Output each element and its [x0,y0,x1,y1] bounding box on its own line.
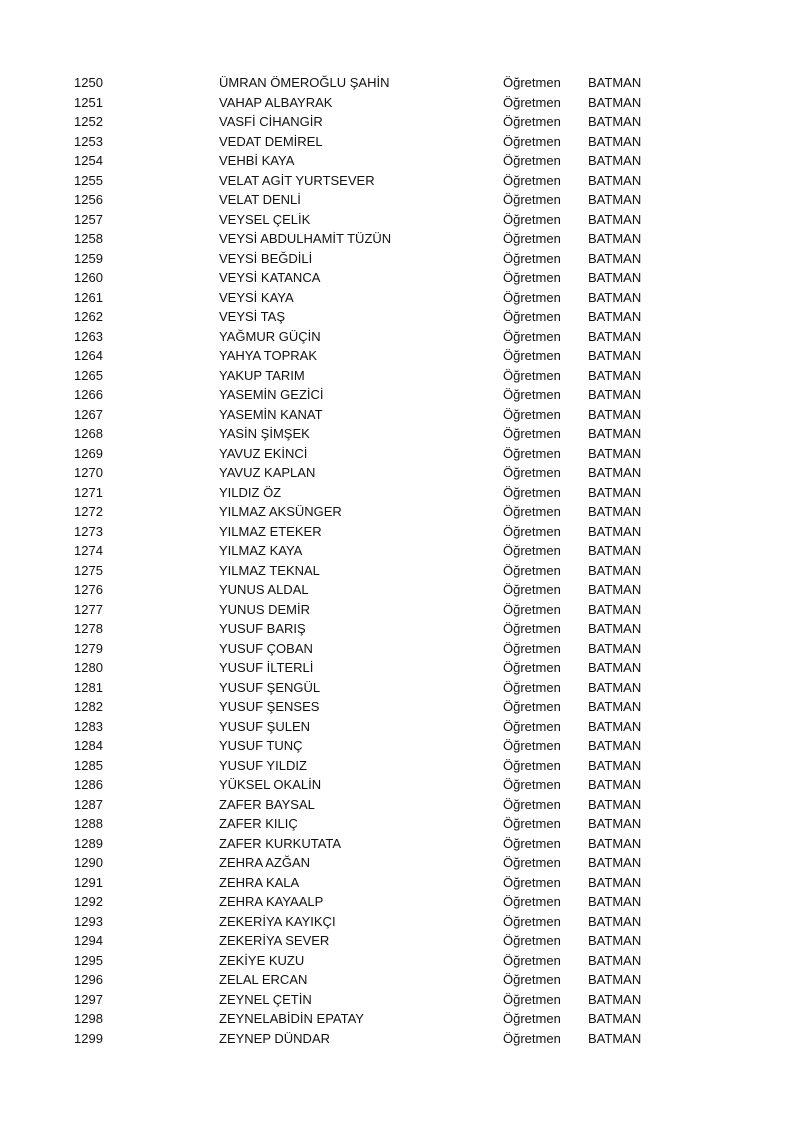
row-number: 1268 [74,426,103,441]
row-number: 1258 [74,231,103,246]
job-title: Öğretmen [503,289,561,305]
person-name: VAHAP ALBAYRAK [219,94,333,110]
person-name: VEYSİ BEĞDİLİ [219,250,313,266]
row-number: 1267 [74,406,103,422]
city-name: BATMAN [588,991,642,1007]
row-number: 1292 [74,894,103,909]
person-name: VEYSİ KAYA [219,289,294,305]
city-name: BATMAN [588,562,642,578]
list-row [0,132,800,152]
person-name: YAKUP TARIM [219,367,305,383]
row-number: 1272 [74,504,103,519]
person-name: ZAFER KURKUTATA [219,835,342,851]
list-row [0,366,800,386]
row-number: 1253 [74,133,103,149]
list-row [0,736,800,756]
list-row [0,814,800,834]
city-name: BATMAN [588,367,642,383]
job-title: Öğretmen [503,1011,561,1026]
city-name: BATMAN [588,777,642,792]
city-name: BATMAN [588,718,642,734]
row-number: 1266 [74,387,103,402]
person-name: YUSUF BARIŞ [219,621,306,636]
person-name: VELAT DENLİ [219,192,301,207]
city-name: BATMAN [588,796,642,812]
row-number: 1287 [74,796,103,812]
person-name: ÜMRAN ÖMEROĞLU ŞAHİN [219,75,390,90]
row-number: 1254 [74,153,103,168]
person-name: ZEYNEP DÜNDAR [219,1030,331,1046]
row-number: 1281 [74,679,103,695]
city-name: BATMAN [588,952,642,968]
row-number: 1250 [74,75,103,90]
list-row [0,561,800,581]
person-name: ZEKİYE KUZU [219,952,305,968]
row-number: 1291 [74,874,103,890]
list-row [0,249,800,269]
job-title: Öğretmen [503,933,561,948]
city-name: BATMAN [588,874,642,890]
list-row [0,346,800,366]
row-number: 1269 [74,445,103,461]
list-row [0,717,800,737]
city-name: BATMAN [588,835,642,851]
job-title: Öğretmen [503,367,561,383]
job-title: Öğretmen [503,348,561,363]
city-name: BATMAN [588,153,642,168]
list-row [0,541,800,561]
list-row [0,853,800,873]
job-title: Öğretmen [503,153,561,168]
person-name: YÜKSEL OKALİN [219,777,322,792]
row-number: 1299 [74,1030,103,1046]
row-number: 1271 [74,484,103,500]
job-title: Öğretmen [503,991,561,1007]
row-number: 1260 [74,270,103,285]
job-title: Öğretmen [503,913,561,929]
row-number: 1273 [74,523,103,539]
list-row [0,580,800,600]
job-title: Öğretmen [503,718,561,734]
job-title: Öğretmen [503,172,561,188]
row-number: 1264 [74,348,103,363]
city-name: BATMAN [588,601,642,617]
city-name: BATMAN [588,231,642,246]
row-number: 1259 [74,250,103,266]
list-row [0,795,800,815]
city-name: BATMAN [588,406,642,422]
list-row [0,151,800,171]
list-row [0,658,800,678]
job-title: Öğretmen [503,270,561,285]
city-name: BATMAN [588,543,642,558]
list-row [0,112,800,132]
person-name: VEYSEL ÇELİK [219,211,311,227]
job-title: Öğretmen [503,426,561,441]
job-title: Öğretmen [503,523,561,539]
list-row [0,873,800,893]
row-number: 1276 [74,582,103,597]
list-row [0,775,800,795]
person-name: YUSUF ŞENGÜL [219,679,321,695]
list-row [0,93,800,113]
row-number: 1295 [74,952,103,968]
job-title: Öğretmen [503,406,561,422]
job-title: Öğretmen [503,660,561,675]
city-name: BATMAN [588,192,642,207]
city-name: BATMAN [588,738,642,753]
person-name: YAHYA TOPRAK [219,348,318,363]
list-row [0,463,800,483]
list-row [0,1029,800,1049]
list-row [0,931,800,951]
person-name: ZEHRA KALA [219,874,300,890]
row-number: 1256 [74,192,103,207]
person-name: VELAT AGİT YURTSEVER [219,172,375,188]
city-name: BATMAN [588,484,642,500]
row-number: 1288 [74,816,103,831]
list-row [0,600,800,620]
city-name: BATMAN [588,133,642,149]
job-title: Öğretmen [503,231,561,246]
person-name: YUSUF ÇOBAN [219,640,313,656]
person-name: YASEMİN GEZİCİ [219,387,324,402]
job-title: Öğretmen [503,835,561,851]
job-title: Öğretmen [503,777,561,792]
person-name: YILMAZ KAYA [219,543,303,558]
city-name: BATMAN [588,465,642,480]
job-title: Öğretmen [503,484,561,500]
list-row [0,697,800,717]
job-title: Öğretmen [503,874,561,890]
job-title: Öğretmen [503,679,561,695]
row-number: 1257 [74,211,103,227]
person-name: ZAFER BAYSAL [219,796,315,812]
person-name: YAVUZ EKİNCİ [219,445,308,461]
row-number: 1263 [74,328,103,344]
job-title: Öğretmen [503,796,561,812]
job-title: Öğretmen [503,75,561,90]
row-number: 1284 [74,738,103,753]
city-name: BATMAN [588,289,642,305]
person-name: YUSUF ŞENSES [219,699,320,714]
city-name: BATMAN [588,699,642,714]
job-title: Öğretmen [503,699,561,714]
row-number: 1290 [74,855,103,870]
job-title: Öğretmen [503,640,561,656]
row-number: 1280 [74,660,103,675]
list-row [0,405,800,425]
job-title: Öğretmen [503,192,561,207]
person-name: VEDAT DEMİREL [219,133,323,149]
teacher-list [0,73,800,1048]
city-name: BATMAN [588,816,642,831]
job-title: Öğretmen [503,94,561,110]
list-row [0,834,800,854]
row-number: 1262 [74,309,103,324]
person-name: VEYSİ ABDULHAMİT TÜZÜN [219,231,392,246]
job-title: Öğretmen [503,894,561,909]
city-name: BATMAN [588,348,642,363]
list-row [0,483,800,503]
city-name: BATMAN [588,1030,642,1046]
city-name: BATMAN [588,757,642,773]
row-number: 1265 [74,367,103,383]
list-row [0,171,800,191]
list-row [0,892,800,912]
person-name: ZEHRA KAYAALP [219,894,324,909]
person-name: ZEHRA AZĞAN [219,855,311,870]
row-number: 1255 [74,172,103,188]
list-row [0,1009,800,1029]
person-name: YUSUF YILDIZ [219,757,307,773]
job-title: Öğretmen [503,562,561,578]
list-row [0,307,800,327]
city-name: BATMAN [588,328,642,344]
person-name: ZEKERİYA KAYIKÇI [219,913,336,929]
job-title: Öğretmen [503,543,561,558]
list-row [0,678,800,698]
job-title: Öğretmen [503,387,561,402]
job-title: Öğretmen [503,1030,561,1046]
city-name: BATMAN [588,640,642,656]
list-row [0,522,800,542]
city-name: BATMAN [588,211,642,227]
row-number: 1296 [74,972,103,987]
person-name: YASEMİN KANAT [219,406,323,422]
city-name: BATMAN [588,933,642,948]
list-row [0,73,800,93]
person-name: VASFİ CİHANGİR [219,114,323,129]
row-number: 1270 [74,465,103,480]
list-row [0,639,800,659]
row-number: 1286 [74,777,103,792]
row-number: 1285 [74,757,103,773]
row-number: 1289 [74,835,103,851]
person-name: VEHBİ KAYA [219,153,295,168]
person-name: YUSUF İLTERLİ [219,660,314,675]
row-number: 1294 [74,933,103,948]
city-name: BATMAN [588,309,642,324]
list-row [0,912,800,932]
person-name: ZEKERİYA SEVER [219,933,330,948]
list-row [0,385,800,405]
person-name: YUNUS ALDAL [219,582,309,597]
list-row [0,619,800,639]
person-name: VEYSİ KATANCA [219,270,321,285]
person-name: YUSUF ŞULEN [219,718,311,734]
row-number: 1252 [74,114,103,129]
job-title: Öğretmen [503,445,561,461]
row-number: 1297 [74,991,103,1007]
row-number: 1261 [74,289,103,305]
city-name: BATMAN [588,250,642,266]
job-title: Öğretmen [503,816,561,831]
list-row [0,502,800,522]
city-name: BATMAN [588,1011,642,1026]
city-name: BATMAN [588,621,642,636]
job-title: Öğretmen [503,328,561,344]
city-name: BATMAN [588,894,642,909]
person-name: YAĞMUR GÜÇİN [219,328,321,344]
city-name: BATMAN [588,972,642,987]
list-row [0,190,800,210]
city-name: BATMAN [588,94,642,110]
city-name: BATMAN [588,523,642,539]
job-title: Öğretmen [503,952,561,968]
job-title: Öğretmen [503,972,561,987]
person-name: YAVUZ KAPLAN [219,465,316,480]
city-name: BATMAN [588,426,642,441]
row-number: 1275 [74,562,103,578]
city-name: BATMAN [588,172,642,188]
list-row [0,288,800,308]
row-number: 1251 [74,94,103,110]
person-name: YILMAZ ETEKER [219,523,322,539]
person-name: YUSUF TUNÇ [219,738,303,753]
city-name: BATMAN [588,114,642,129]
row-number: 1283 [74,718,103,734]
list-row [0,990,800,1010]
list-row [0,444,800,464]
list-row [0,327,800,347]
person-name: YILMAZ AKSÜNGER [219,504,342,519]
job-title: Öğretmen [503,114,561,129]
row-number: 1279 [74,640,103,656]
person-name: ZEYNELABİDİN EPATAY [219,1011,364,1026]
city-name: BATMAN [588,660,642,675]
list-row [0,268,800,288]
city-name: BATMAN [588,679,642,695]
job-title: Öğretmen [503,504,561,519]
city-name: BATMAN [588,445,642,461]
row-number: 1277 [74,601,103,617]
job-title: Öğretmen [503,465,561,480]
row-number: 1282 [74,699,103,714]
person-name: ZAFER KILIÇ [219,816,298,831]
job-title: Öğretmen [503,601,561,617]
person-name: YILDIZ ÖZ [219,484,282,500]
job-title: Öğretmen [503,621,561,636]
city-name: BATMAN [588,75,642,90]
list-row [0,970,800,990]
person-name: YASİN ŞİMŞEK [219,426,310,441]
person-name: VEYSİ TAŞ [219,309,285,324]
list-row [0,424,800,444]
job-title: Öğretmen [503,855,561,870]
list-row [0,210,800,230]
city-name: BATMAN [588,913,642,929]
row-number: 1278 [74,621,103,636]
city-name: BATMAN [588,504,642,519]
person-name: ZELAL ERCAN [219,972,308,987]
person-name: YUNUS DEMİR [219,601,311,617]
person-name: YILMAZ TEKNAL [219,562,320,578]
row-number: 1298 [74,1011,103,1026]
job-title: Öğretmen [503,211,561,227]
job-title: Öğretmen [503,757,561,773]
city-name: BATMAN [588,855,642,870]
city-name: BATMAN [588,270,642,285]
person-name: ZEYNEL ÇETİN [219,991,312,1007]
city-name: BATMAN [588,582,642,597]
list-row [0,229,800,249]
job-title: Öğretmen [503,582,561,597]
row-number: 1274 [74,543,103,558]
list-row [0,756,800,776]
job-title: Öğretmen [503,309,561,324]
job-title: Öğretmen [503,250,561,266]
row-number: 1293 [74,913,103,929]
list-row [0,951,800,971]
job-title: Öğretmen [503,133,561,149]
job-title: Öğretmen [503,738,561,753]
city-name: BATMAN [588,387,642,402]
